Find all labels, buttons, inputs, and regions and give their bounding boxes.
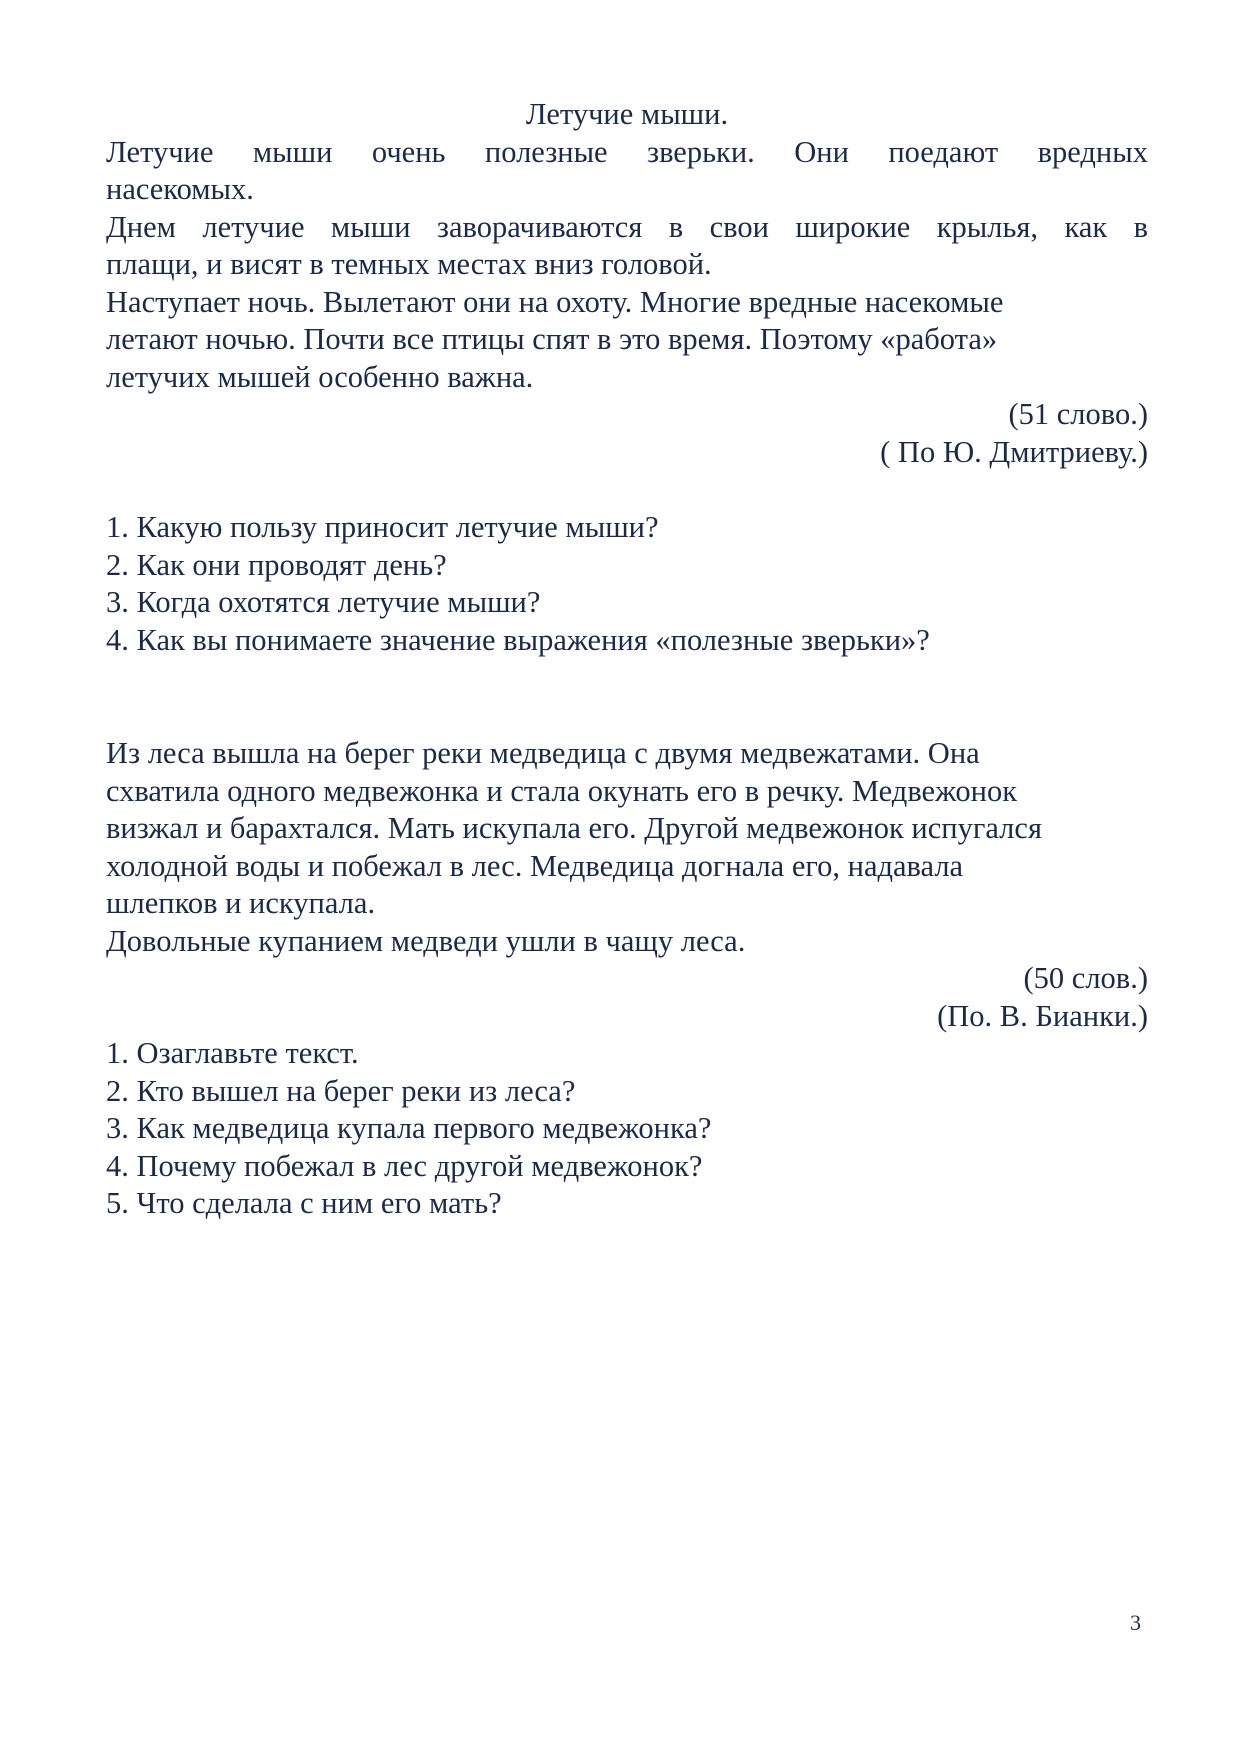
source-attribution: ( По Ю. Дмитриеву.)	[880, 434, 1148, 469]
paragraph-line: Из леса вышла на берег реки медведица с двумя медвежатами. Она	[106, 736, 980, 770]
word-count: (51 слово.)	[1008, 397, 1148, 431]
question-item: 1. Какую пользу приносит летучие мыши?	[106, 510, 659, 544]
question-item: 4. Как вы понимаете значение выражения «полезные зверьки»?	[106, 622, 930, 657]
question-item: 3. Когда охотятся летучие мыши?	[106, 585, 541, 619]
paragraph-line: схватила одного медвежонка и стала окунать его в речку. Медвежонок	[106, 773, 1018, 808]
paragraph-line: визжал и барахтался. Мать искупала его. Другой медвежонок испугался	[106, 811, 1042, 845]
story-text	[106, 735, 1148, 960]
word-count: (50 слов.)	[1023, 961, 1148, 995]
paragraph-line: летучих мышей особенно важна.	[106, 359, 534, 394]
document-page	[106, 96, 1148, 1223]
story-text	[106, 134, 1148, 397]
question-item: 2. Кто вышел на берег реки из леса?	[106, 1073, 576, 1108]
paragraph-line: летают ночью. Почти все птицы спят в это время. Поэтому «работа»	[106, 322, 998, 356]
paragraph-line: Летучие мыши очень полезные зверьки. Они поедают вредных	[106, 134, 1148, 169]
paragraph-line: Довольные купанием медведи ушли в чащу леса.	[106, 923, 746, 958]
questions-list	[106, 509, 1148, 659]
question-item: 3. Как медведица купала первого медвежонка?	[106, 1111, 712, 1145]
story-title: Летучие мыши.	[525, 97, 729, 131]
source-attribution: (По. В. Бианки.)	[937, 998, 1148, 1033]
page-number: 3	[1130, 1610, 1141, 1635]
paragraph-line: Днем летучие мыши заворачиваются в свои широкие крылья, как в	[106, 209, 1148, 244]
paragraph-line: шлепков и искупала.	[106, 886, 376, 920]
question-item: 2. Как они проводят день?	[106, 547, 447, 582]
paragraph-line: плащи, и висят в темных местах вниз головой.	[106, 247, 712, 281]
paragraph-line: Наступает ночь. Вылетают они на охоту. Многие вредные насекомые	[106, 284, 1004, 319]
question-item: 4. Почему побежал в лес другой медвежонок?	[106, 1148, 703, 1183]
question-item: 1. Озаглавьте текст.	[106, 1036, 359, 1070]
paragraph-line: холодной воды и побежал в лес. Медведица догнала его, надавала	[106, 848, 964, 883]
questions-list	[106, 1035, 1148, 1223]
paragraph-line: насекомых.	[106, 172, 254, 206]
question-item: 5. Что сделала с ним его мать?	[106, 1186, 502, 1220]
